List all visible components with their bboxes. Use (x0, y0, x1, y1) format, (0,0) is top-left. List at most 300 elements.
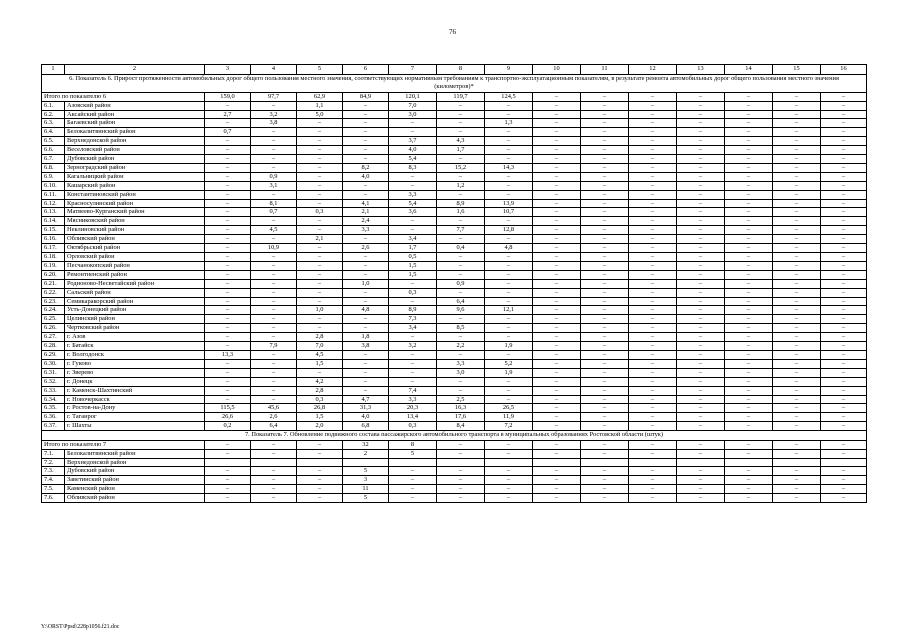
value-cell (725, 458, 773, 467)
value-cell: – (773, 404, 821, 413)
table-row (42, 395, 867, 404)
value-cell: – (581, 467, 629, 476)
column-number-cell: 1 (42, 65, 65, 75)
table-row (42, 119, 867, 128)
table-row (42, 279, 867, 288)
row-number: 6.24. (42, 306, 65, 315)
row-name: Аксайский район (65, 110, 205, 119)
value-cell: – (485, 101, 533, 110)
value-cell: – (205, 476, 251, 485)
value-cell: – (773, 422, 821, 431)
value-cell: 2,6 (343, 244, 389, 253)
value-cell: – (389, 181, 437, 190)
value-cell: – (581, 226, 629, 235)
value-cell: – (677, 359, 725, 368)
value-cell: 5,4 (389, 155, 437, 164)
value-cell: – (629, 235, 677, 244)
row-number: 6.21. (42, 279, 65, 288)
value-cell: – (437, 333, 485, 342)
value-cell: – (629, 155, 677, 164)
total-value-cell: 124,5 (485, 92, 533, 101)
value-cell: – (581, 324, 629, 333)
value-cell: – (725, 350, 773, 359)
value-cell: – (773, 279, 821, 288)
value-cell: – (437, 217, 485, 226)
value-cell: – (581, 101, 629, 110)
value-cell: – (581, 413, 629, 422)
value-cell: 4,0 (343, 172, 389, 181)
row-name: Заветинский район (65, 476, 205, 485)
value-cell: 16,3 (437, 404, 485, 413)
table-row (42, 190, 867, 199)
value-cell: – (821, 137, 867, 146)
value-cell: – (677, 226, 725, 235)
value-cell: 3,4 (389, 235, 437, 244)
value-cell: – (251, 476, 297, 485)
value-cell: – (773, 350, 821, 359)
value-cell: – (533, 172, 581, 181)
value-cell: – (629, 377, 677, 386)
row-number: 6.4. (42, 128, 65, 137)
value-cell: – (297, 368, 343, 377)
value-cell: – (725, 110, 773, 119)
value-cell: – (629, 342, 677, 351)
row-number: 6.17. (42, 244, 65, 253)
value-cell: – (389, 333, 437, 342)
row-name: Дубовский район (65, 467, 205, 476)
total-value-cell: – (437, 440, 485, 449)
value-cell: – (251, 386, 297, 395)
value-cell: – (205, 208, 251, 217)
table-row (42, 368, 867, 377)
value-cell: 3,2 (251, 110, 297, 119)
value-cell: – (251, 253, 297, 262)
value-cell: – (725, 119, 773, 128)
total-value-cell: – (677, 92, 725, 101)
value-cell: – (581, 253, 629, 262)
row-name: Мясниковский район (65, 217, 205, 226)
value-cell: – (821, 342, 867, 351)
value-cell: – (485, 467, 533, 476)
value-cell: – (205, 235, 251, 244)
value-cell: 2,6 (251, 413, 297, 422)
table-row (42, 342, 867, 351)
value-cell: – (773, 181, 821, 190)
value-cell: – (437, 235, 485, 244)
value-cell: – (343, 324, 389, 333)
row-number: 6.1. (42, 101, 65, 110)
value-cell: 7,3 (389, 315, 437, 324)
row-number: 6.12. (42, 199, 65, 208)
value-cell: 2,1 (343, 208, 389, 217)
row-name: Верхнедонской район (65, 458, 205, 467)
value-cell: 26,5 (485, 404, 533, 413)
row-name: Октябрьский район (65, 244, 205, 253)
value-cell (821, 458, 867, 467)
value-cell: – (773, 137, 821, 146)
value-cell: – (485, 377, 533, 386)
row-name: г. Каменск-Шахтинский (65, 386, 205, 395)
value-cell: – (297, 449, 343, 458)
value-cell: – (251, 333, 297, 342)
value-cell: – (581, 333, 629, 342)
value-cell: – (629, 306, 677, 315)
value-cell: – (205, 315, 251, 324)
value-cell: – (821, 494, 867, 503)
value-cell: – (581, 155, 629, 164)
value-cell: – (343, 261, 389, 270)
value-cell: – (629, 279, 677, 288)
row-number: 6.37. (42, 422, 65, 431)
value-cell: – (629, 359, 677, 368)
total-label: Итого по показателю 7 (42, 440, 205, 449)
value-cell: – (821, 350, 867, 359)
value-cell: – (251, 279, 297, 288)
value-cell: – (297, 315, 343, 324)
table-body (42, 65, 867, 503)
total-value-cell: – (205, 440, 251, 449)
value-cell (533, 458, 581, 467)
value-cell: – (205, 306, 251, 315)
row-name: Красносулинский район (65, 199, 205, 208)
value-cell: – (533, 110, 581, 119)
value-cell: – (437, 494, 485, 503)
value-cell: – (773, 413, 821, 422)
total-value-cell: – (629, 440, 677, 449)
total-value-cell: – (773, 440, 821, 449)
value-cell: – (485, 395, 533, 404)
value-cell: – (533, 350, 581, 359)
value-cell: – (629, 146, 677, 155)
value-cell: – (251, 235, 297, 244)
value-cell: 5 (343, 467, 389, 476)
value-cell: – (773, 128, 821, 137)
section-title: 7. Показатель 7. Обновление подвижного состава пассажирского автомобильного транспорта в муниципальных образованиях Ростовской области (штук) (42, 431, 867, 441)
value-cell: – (821, 270, 867, 279)
value-cell: 0,9 (251, 172, 297, 181)
row-name: Белокалитвинский район (65, 449, 205, 458)
value-cell: 1,5 (389, 261, 437, 270)
value-cell: – (297, 217, 343, 226)
value-cell: – (773, 359, 821, 368)
value-cell: – (343, 146, 389, 155)
value-cell: – (725, 449, 773, 458)
value-cell: – (485, 172, 533, 181)
value-cell: – (205, 163, 251, 172)
row-number: 6.3. (42, 119, 65, 128)
value-cell: 3 (343, 476, 389, 485)
table-row (42, 110, 867, 119)
row-name: Орловский район (65, 253, 205, 262)
value-cell: – (677, 386, 725, 395)
value-cell: – (485, 235, 533, 244)
value-cell: 8,9 (437, 199, 485, 208)
value-cell: – (629, 476, 677, 485)
value-cell: – (629, 163, 677, 172)
value-cell: – (773, 485, 821, 494)
value-cell: – (389, 297, 437, 306)
value-cell: – (629, 368, 677, 377)
row-name: г. Волгодонск (65, 350, 205, 359)
row-number: 6.16. (42, 235, 65, 244)
table-row (42, 128, 867, 137)
value-cell: 0,9 (437, 279, 485, 288)
value-cell: – (205, 226, 251, 235)
column-number-cell: 10 (533, 65, 581, 75)
value-cell: – (629, 190, 677, 199)
value-cell: – (297, 163, 343, 172)
value-cell: 0,3 (297, 395, 343, 404)
value-cell: – (581, 342, 629, 351)
total-value-cell: – (629, 92, 677, 101)
value-cell: – (205, 279, 251, 288)
value-cell: – (821, 101, 867, 110)
value-cell: – (773, 467, 821, 476)
total-value-cell: – (533, 92, 581, 101)
value-cell: – (389, 368, 437, 377)
value-cell: – (677, 324, 725, 333)
value-cell: – (725, 137, 773, 146)
value-cell: – (821, 110, 867, 119)
value-cell: – (533, 146, 581, 155)
value-cell: – (485, 155, 533, 164)
value-cell: – (205, 172, 251, 181)
value-cell: – (581, 128, 629, 137)
value-cell (251, 458, 297, 467)
row-name: г. Донецк (65, 377, 205, 386)
row-number: 7.3. (42, 467, 65, 476)
value-cell: – (437, 315, 485, 324)
column-number-cell: 15 (773, 65, 821, 75)
value-cell: – (821, 422, 867, 431)
value-cell: – (725, 146, 773, 155)
value-cell: 3,4 (389, 324, 437, 333)
value-cell: – (581, 288, 629, 297)
table-row (42, 413, 867, 422)
total-value-cell: 159,0 (205, 92, 251, 101)
value-cell: – (533, 119, 581, 128)
value-cell: – (677, 368, 725, 377)
value-cell: – (251, 217, 297, 226)
value-cell: – (773, 190, 821, 199)
row-name: Сальский район (65, 288, 205, 297)
value-cell: – (677, 288, 725, 297)
value-cell: – (677, 190, 725, 199)
value-cell: – (821, 163, 867, 172)
value-cell: – (677, 476, 725, 485)
value-cell: 0,2 (205, 422, 251, 431)
row-number: 6.14. (42, 217, 65, 226)
value-cell: – (677, 485, 725, 494)
value-cell: – (581, 449, 629, 458)
table-row (42, 181, 867, 190)
value-cell: – (297, 172, 343, 181)
value-cell: – (251, 359, 297, 368)
value-cell: – (677, 377, 725, 386)
value-cell: 5,4 (389, 199, 437, 208)
value-cell: – (533, 476, 581, 485)
value-cell: – (251, 190, 297, 199)
value-cell: – (773, 315, 821, 324)
value-cell: – (581, 235, 629, 244)
column-number-cell: 2 (65, 65, 205, 75)
value-cell: – (251, 137, 297, 146)
value-cell: – (485, 333, 533, 342)
value-cell: 26,6 (205, 413, 251, 422)
value-cell: 4,0 (343, 413, 389, 422)
value-cell: 6,4 (437, 297, 485, 306)
table-row (42, 485, 867, 494)
row-name: Веселовский район (65, 146, 205, 155)
value-cell: – (725, 190, 773, 199)
value-cell: 0,4 (437, 244, 485, 253)
total-value-cell: – (581, 92, 629, 101)
value-cell: – (437, 476, 485, 485)
value-cell: – (581, 485, 629, 494)
value-cell: 3,0 (437, 368, 485, 377)
value-cell: – (485, 261, 533, 270)
value-cell: – (437, 350, 485, 359)
value-cell: 0,7 (251, 208, 297, 217)
value-cell: – (485, 146, 533, 155)
total-value-cell: 84,9 (343, 92, 389, 101)
value-cell: 1,0 (343, 279, 389, 288)
table-row (42, 244, 867, 253)
total-value-cell: 8 (389, 440, 437, 449)
value-cell: – (533, 279, 581, 288)
value-cell: – (251, 146, 297, 155)
value-cell: – (389, 350, 437, 359)
row-number: 6.26. (42, 324, 65, 333)
value-cell: – (533, 137, 581, 146)
value-cell: – (773, 101, 821, 110)
value-cell: – (773, 288, 821, 297)
table-row (42, 163, 867, 172)
value-cell: – (629, 324, 677, 333)
value-cell: – (389, 119, 437, 128)
value-cell: – (629, 172, 677, 181)
value-cell: – (773, 217, 821, 226)
value-cell: – (533, 315, 581, 324)
value-cell: – (821, 217, 867, 226)
row-name: г. Таганрог (65, 413, 205, 422)
value-cell: 3,3 (389, 395, 437, 404)
value-cell: – (297, 244, 343, 253)
value-cell: – (821, 377, 867, 386)
value-cell: – (251, 101, 297, 110)
row-name: Константиновский район (65, 190, 205, 199)
value-cell: – (343, 128, 389, 137)
total-value-cell: – (485, 440, 533, 449)
value-cell: – (343, 155, 389, 164)
value-cell: – (343, 297, 389, 306)
table-row (42, 315, 867, 324)
value-cell: 1,7 (437, 146, 485, 155)
row-number: 6.32. (42, 377, 65, 386)
value-cell: – (773, 395, 821, 404)
total-value-cell: 119,7 (437, 92, 485, 101)
value-cell: – (773, 119, 821, 128)
value-cell: – (343, 386, 389, 395)
value-cell: – (821, 324, 867, 333)
value-cell: – (629, 244, 677, 253)
value-cell: – (581, 395, 629, 404)
value-cell: – (437, 128, 485, 137)
value-cell: – (773, 261, 821, 270)
column-number-cell: 16 (821, 65, 867, 75)
row-number: 6.19. (42, 261, 65, 270)
value-cell: – (821, 190, 867, 199)
value-cell: – (533, 306, 581, 315)
value-cell: – (251, 449, 297, 458)
column-number-cell: 6 (343, 65, 389, 75)
value-cell: – (297, 270, 343, 279)
value-cell: – (725, 101, 773, 110)
value-cell: – (677, 449, 725, 458)
value-cell: – (437, 110, 485, 119)
value-cell: – (437, 449, 485, 458)
total-value-cell: – (725, 92, 773, 101)
value-cell: – (773, 208, 821, 217)
value-cell: – (773, 253, 821, 262)
value-cell: – (821, 172, 867, 181)
value-cell: – (821, 128, 867, 137)
value-cell: 11,9 (485, 413, 533, 422)
row-number: 6.30. (42, 359, 65, 368)
indicators-table (41, 64, 867, 503)
value-cell: 8,3 (389, 163, 437, 172)
value-cell: – (725, 128, 773, 137)
section6-total-row (42, 92, 867, 101)
value-cell: – (677, 395, 725, 404)
value-cell: – (533, 368, 581, 377)
value-cell: – (677, 279, 725, 288)
value-cell: – (343, 270, 389, 279)
value-cell: 1,0 (297, 306, 343, 315)
value-cell: – (773, 297, 821, 306)
value-cell: – (533, 422, 581, 431)
row-name: Кашарский район (65, 181, 205, 190)
row-number: 7.5. (42, 485, 65, 494)
value-cell: 10,7 (485, 208, 533, 217)
value-cell: – (437, 467, 485, 476)
value-cell: – (485, 494, 533, 503)
value-cell: – (343, 253, 389, 262)
value-cell: – (485, 253, 533, 262)
value-cell: – (725, 253, 773, 262)
value-cell: – (533, 208, 581, 217)
value-cell: – (297, 181, 343, 190)
value-cell: – (533, 395, 581, 404)
value-cell: – (581, 270, 629, 279)
value-cell: – (677, 333, 725, 342)
value-cell: – (821, 288, 867, 297)
value-cell: – (343, 110, 389, 119)
row-number: 6.15. (42, 226, 65, 235)
value-cell: – (297, 467, 343, 476)
value-cell: – (205, 199, 251, 208)
column-number-cell: 7 (389, 65, 437, 75)
value-cell: – (205, 101, 251, 110)
value-cell: 8,5 (437, 324, 485, 333)
value-cell: – (725, 244, 773, 253)
value-cell: – (821, 333, 867, 342)
row-name: г. Ростов-на-Дону (65, 404, 205, 413)
value-cell: – (533, 413, 581, 422)
value-cell: 0,7 (205, 128, 251, 137)
row-name: Белокалитвинский район (65, 128, 205, 137)
value-cell: 45,6 (251, 404, 297, 413)
